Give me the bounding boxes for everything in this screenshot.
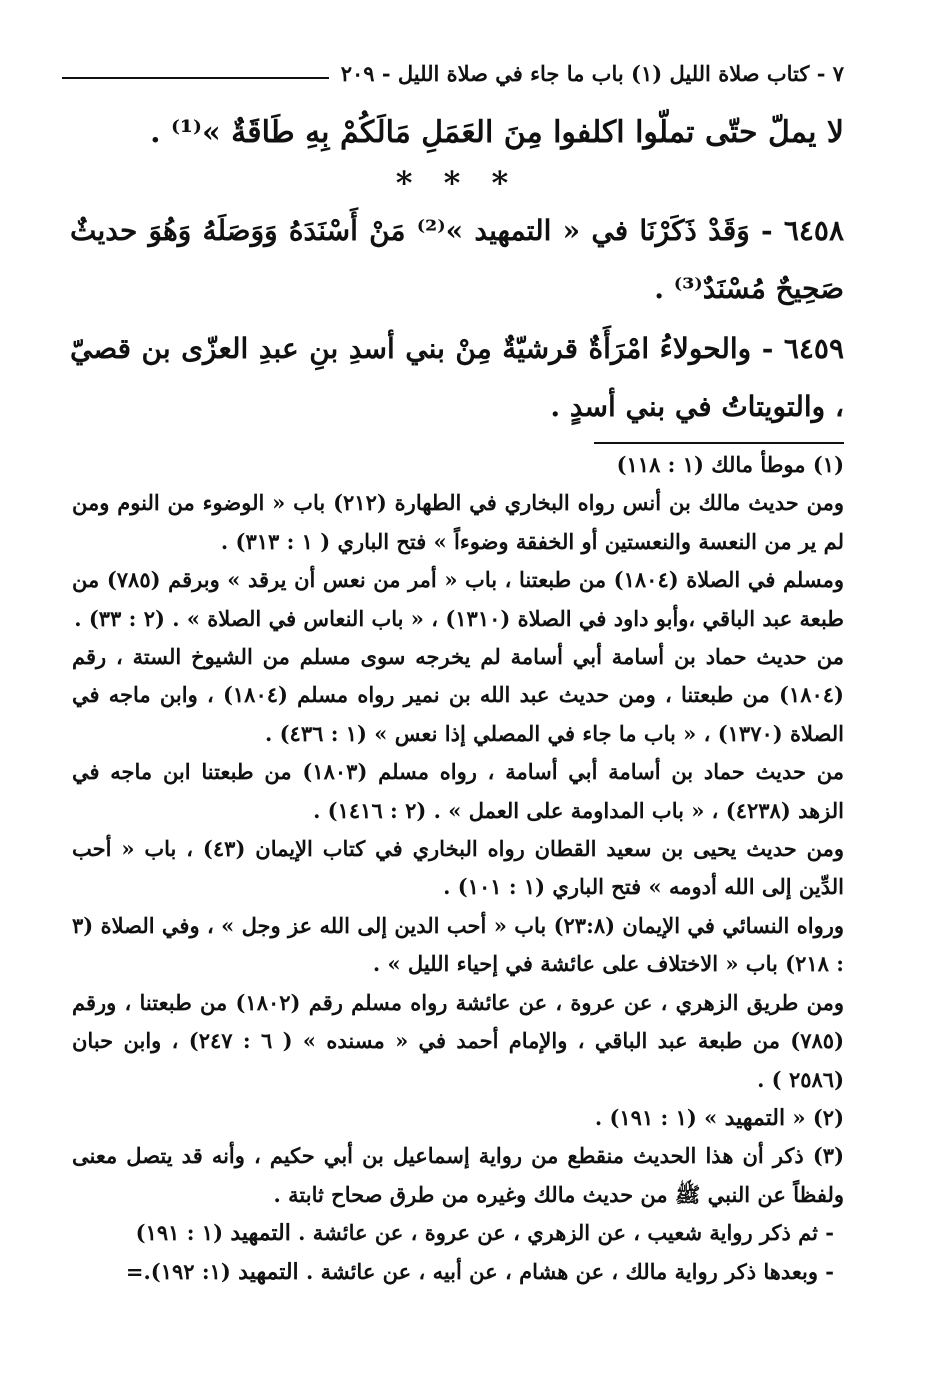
footnote-2-suffix: » (١ : ١٩١) . (594, 1104, 725, 1130)
footnote-1-paragraph: من حديث حماد بن أسامة أبي أسامة لم يخرجه سوى مسلم من الشيوخ الستة ، رقم (١٨٠٤) من طبعتنا ، ومن حديث عبد الله بن نمير رواه مسلم (١٨٠٤) ، وابن ماجه في الصلاة (١٣٧٠) ، « باب ما جاء في المصلي إذا نعس » (١ : ٤٣٦) . (72, 644, 844, 746)
paragraph-6458: ٦٤٥٨ - وَقَدْ ذَكَرْنَا في « التمهيد »⁽²⁾ مَنْ أَسْنَدَهُ وَوَصَلَهُ وَهُوَ حديثٌ صَحِيحٌ مُسْنَدٌ⁽³⁾ . (70, 214, 844, 305)
footnote-1-title: (١) موطأ مالك (١ : ١١٨) (616, 452, 844, 477)
footnote-1-paragraph: ومن طريق الزهري ، عن عروة ، عن عائشة رواه مسلم رقم (١٨٠٢) من طبعتنا ، ورقم (٧٨٥) من طبعة عبد الباقي ، والإمام أحمد في « مسنده » ( ٦ : ٢٤٧) ، وابن حبان (٢٥٨٦ ) . (72, 989, 844, 1092)
footnote-3-line-text: - وبعدها ذكر رواية مالك ، عن هشام ، عن أبيه ، عن عائشة . (298, 1258, 834, 1284)
footnote-3-line-source: التمهيد (230, 1220, 291, 1247)
footnote-2 (72, 1099, 844, 1137)
paragraph-6459: ٦٤٥٩ - والحولاءُ امْرَأَةٌ قرشيّةٌ مِنْ بني أسدِ بنِ عبدِ العزّى بن قصيّ ، والتويتاتُ في بني أسدٍ . (70, 332, 844, 423)
footnote-3-line-text: - ثم ذكر رواية شعيب ، عن الزهري ، عن عروة ، عن عائشة . (290, 1220, 834, 1246)
footnote-3-line-ref: (١: ١٩٢).= (125, 1258, 239, 1284)
footnote-3-line (72, 1253, 844, 1291)
opening-line: لا يملّ حتّى تملّوا اكلفوا مِنَ العَمَلِ مَالَكُمْ بِهِ طَاقَةٌ »⁽¹⁾ . (150, 115, 844, 150)
footnote-separator (594, 442, 844, 444)
footnote-2-prefix: (٢) « (785, 1104, 844, 1130)
footnote-3-line (72, 1214, 844, 1252)
running-header (62, 56, 844, 90)
footnote-3-line-ref: (١ : ١٩١) (135, 1220, 231, 1246)
footnote-1-paragraph: ومن حديث مالك بن أنس رواه البخاري في الطهارة (٢١٢) باب « الوضوء من النوم ومن لم ير من النعسة والنعستين أو الخفقة وضوءاً » فتح الباري ( ١ : ٣١٣) . (72, 490, 845, 554)
footnote-1-paragraph: ومن حديث يحيى بن سعيد القطان رواه البخاري في كتاب الإيمان (٤٣) ، باب « أحب الدِّين إلى الله أدومه » فتح الباري (١ : ١٠١) . (72, 836, 844, 900)
footnote-1-paragraph: ومسلم في الصلاة (١٨٠٤) من طبعتنا ، باب « أمر من نعس أن يرقد » وبرقم (٧٨٥) من طبعة عبد الباقي ،وأبو داود في الصلاة (١٣١٠) ، « باب النعاس في الصلاة » . (٢ : ٣٣) . (72, 567, 844, 631)
header-rule (62, 77, 329, 79)
main-text (70, 104, 844, 436)
footnote-3-paragraph: (٣) ذكر أن هذا الحديث منقطع من رواية إسماعيل بن أبي حكيم ، وأنه قد يتصل معنى ولفظاً عن النبي ﷺ من حديث مالك وغيره من طرق صحاح ثابتة . (72, 1143, 844, 1207)
section-divider-stars: * * * (395, 164, 519, 202)
footnote-2-title: التمهيد (724, 1104, 786, 1131)
header-title: ٧ - كتاب صلاة الليل (١) باب ما جاء في صلاة الليل - ٢٠٩ (340, 60, 844, 86)
footnotes (72, 446, 844, 1291)
footnote-1-paragraph: من حديث حماد بن أسامة أبي أسامة ، رواه مسلم (١٨٠٣) من طبعتنا ابن ماجه في الزهد (٤٢٣٨) ، « باب المداومة على العمل » . (٢ : ١٤١٦) . (72, 759, 845, 823)
footnote-1-paragraph: ورواه النسائي في الإيمان (٢٣:٨) باب « أحب الدين إلى الله عز وجل » ، وفي الصلاة (٣ : ٢١٨) باب « الاختلاف على عائشة في إحياء الليل » . (72, 912, 844, 977)
footnote-3-line-source: التمهيد (238, 1258, 299, 1285)
